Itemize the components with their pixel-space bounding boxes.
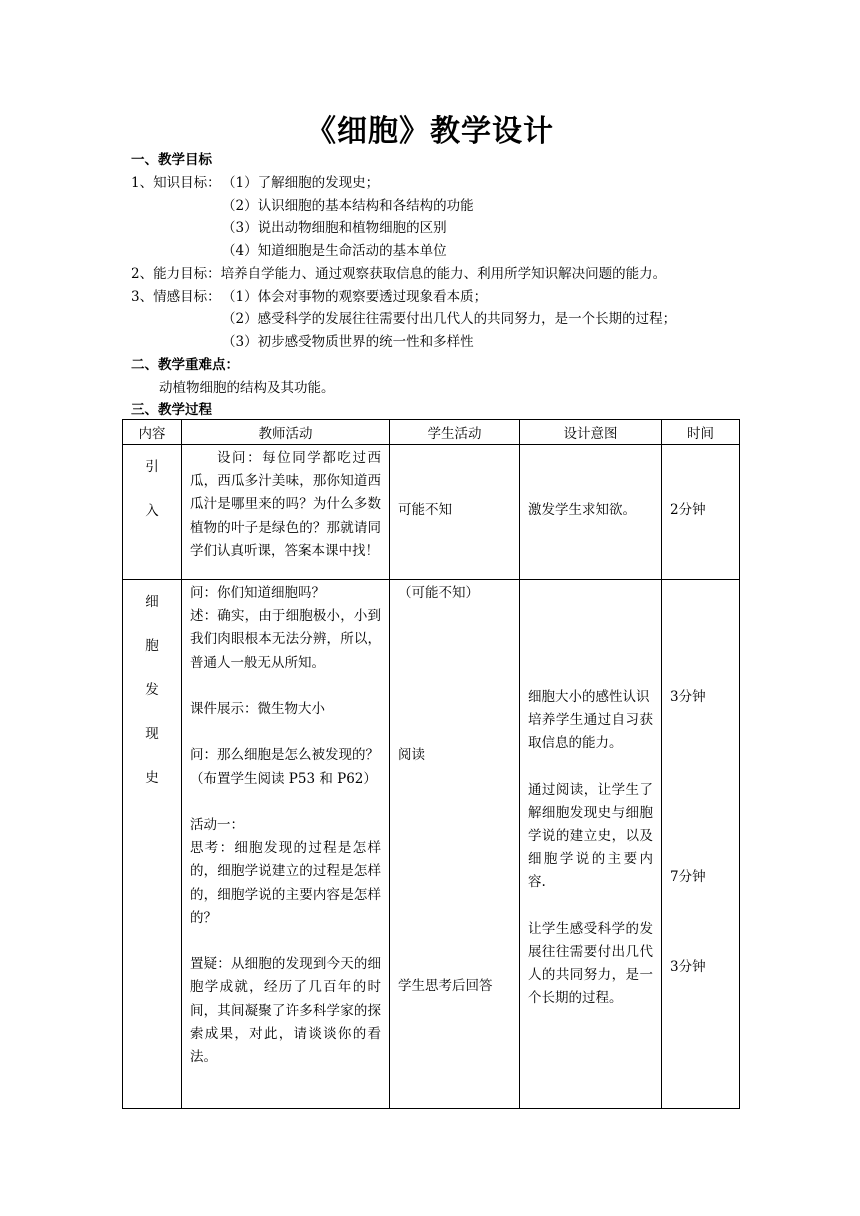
- section-heading-objectives: 一、教学目标: [131, 152, 212, 168]
- teacher-statement-1: 述：确实，由于细胞极小，小到我们肉眼根本无法分辨，所以，普通人一般无从所知。: [190, 608, 381, 671]
- header-time: 时间: [662, 420, 740, 445]
- table-row-cell-discovery: [123, 580, 740, 1109]
- row1-intent-text: 激发学生求知欲。: [528, 502, 636, 519]
- teacher-courseware: 课件展示：微生物大小: [190, 701, 325, 717]
- intent-2: 培养学生通过自习获取信息的能力。: [528, 712, 653, 752]
- emotion-objective-1: （1）体会对事物的观察要透过现象看本质；: [222, 289, 488, 305]
- teacher-question-1: 问：你们知道细胞吗？: [190, 585, 325, 601]
- knowledge-objective-label: 1、知识目标：: [131, 175, 221, 191]
- section-heading-key-points: 二、教学重难点：: [131, 357, 239, 373]
- row1-student-text: 可能不知: [398, 502, 452, 519]
- header-design-intent: 设计意图: [520, 420, 662, 445]
- row1-content-char: 引: [145, 459, 159, 475]
- row1-content-cell: [123, 445, 182, 580]
- time-1: 3分钟: [670, 689, 706, 705]
- row2-content-cell: [123, 580, 182, 1109]
- row2-content-char: 细: [145, 594, 159, 610]
- time-3: 3分钟: [670, 959, 706, 976]
- row1-time-cell: [662, 445, 740, 580]
- row2-content-char: 发: [145, 682, 159, 698]
- time-2: 7分钟: [670, 869, 706, 886]
- row2-student-cell: [390, 580, 520, 1109]
- row2-content-char: 胞: [145, 638, 159, 654]
- teacher-assignment: （布置学生阅读 P53 和 P62）: [190, 770, 377, 787]
- header-teacher-activity: 教师活动: [182, 420, 390, 445]
- section-heading-process: 三、教学过程: [131, 402, 212, 418]
- intent-4: 让学生感受科学的发展往往需要付出几代人的共同努力，是一个长期的过程。: [528, 920, 653, 1007]
- key-points-text: 动植物细胞的结构及其功能。: [159, 380, 335, 396]
- knowledge-objective-2: （2）认识细胞的基本结构和各结构的功能: [222, 198, 474, 214]
- table-header-row: [123, 420, 740, 445]
- row1-time-text: 2分钟: [670, 502, 706, 519]
- student-answer-1: （可能不知）: [398, 585, 479, 601]
- knowledge-objective-3: （3）说出动物细胞和植物细胞的区别: [222, 220, 447, 236]
- teacher-think: 思考：细胞发现的过程是怎样的，细胞学说建立的过程是怎样的，细胞学说的主要内容是怎样的？: [190, 840, 381, 926]
- teacher-doubt: 置疑：从细胞的发现到今天的细胞学成就，经历了几百年的时间，其间凝聚了许多科学家的探索成果，对此，请谈谈你的看法。: [190, 956, 381, 1065]
- knowledge-objective-4: （4）知道细胞是生命活动的基本单位: [222, 243, 447, 259]
- row2-time-cell: [662, 580, 740, 1109]
- row2-intent-cell: [520, 580, 662, 1109]
- row1-teacher-text: 设问：每位同学都吃过西瓜，西瓜多汁美味，那你知道西瓜汁是哪里来的吗？为什么多数植物的叶子是绿色的？那就请同学们认真听课，答案本课中找！: [190, 450, 381, 559]
- ability-objective: 2、能力目标：培养自学能力、通过观察获取信息的能力、利用所学知识解决问题的能力。: [131, 266, 667, 282]
- row1-intent-cell: [520, 445, 662, 580]
- header-content: 内容: [123, 420, 182, 445]
- page-title: 《细胞》教学设计: [306, 114, 554, 149]
- header-student-activity: 学生活动: [390, 420, 520, 445]
- teacher-question-2: 问：那么细胞是怎么被发现的？: [190, 747, 379, 764]
- student-answer-3: 学生思考后回答: [398, 978, 493, 995]
- teaching-process-table: [122, 419, 740, 1109]
- emotion-objective-2: （2）感受科学的发展往往需要付出几代人的共同努力，是一个长期的过程；: [222, 311, 677, 327]
- row2-content-char: 现: [145, 726, 159, 742]
- emotion-objective-label: 3、情感目标：: [131, 289, 221, 305]
- emotion-objective-3: （3）初步感受物质世界的统一性和多样性: [222, 334, 474, 350]
- intent-1: 细胞大小的感性认识: [528, 689, 650, 705]
- intent-3: 通过阅读，让学生了解细胞发现史与细胞学说的建立史，以及细胞学说的主要内容.: [528, 781, 653, 891]
- table-row-introduction: [123, 445, 740, 580]
- teacher-activity-1: 活动一：: [190, 816, 244, 833]
- student-answer-2: 阅读: [398, 747, 425, 764]
- row1-teacher-cell: [182, 445, 390, 580]
- row2-teacher-cell: [182, 580, 390, 1109]
- knowledge-objective-1: （1）了解细胞的发现史；: [222, 175, 380, 191]
- row2-content-char: 史: [145, 770, 159, 786]
- row1-content-char: 入: [145, 503, 159, 519]
- row1-student-cell: [390, 445, 520, 580]
